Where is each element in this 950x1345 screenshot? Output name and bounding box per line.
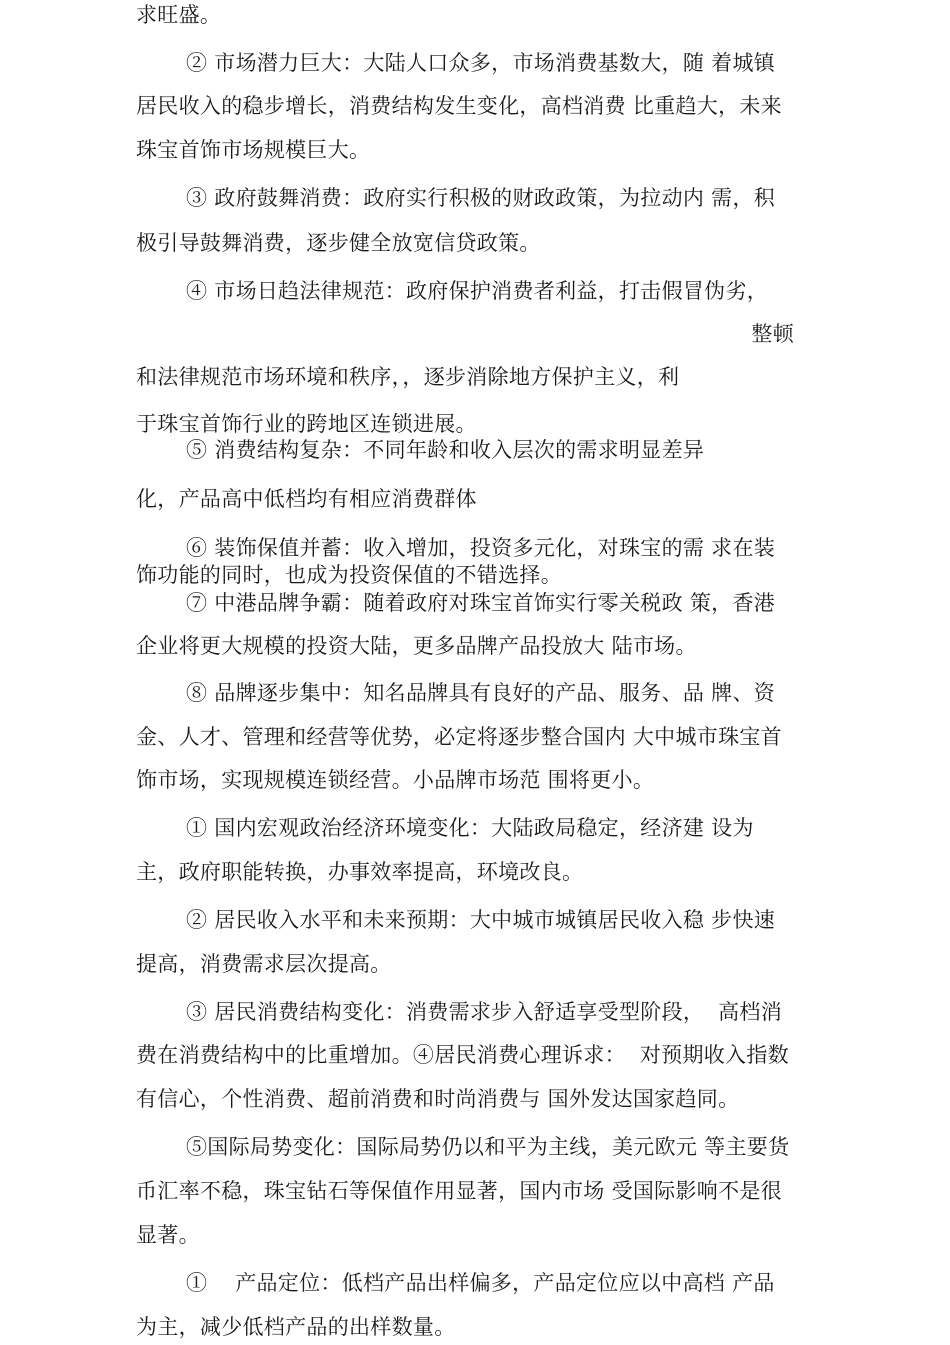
text-line: 企业将更大规模的投资大陆，更多品牌产品投放大 陆市场。: [136, 634, 697, 658]
text-line: 和法律规范市场环境和秩序，，逐步消除地方保护主义，利: [136, 365, 680, 389]
text-line: ⑤国际局势变化：国际局势仍以和平为主线，美元欧元 等主要货: [186, 1135, 790, 1159]
text-line: 求旺盛。: [136, 3, 222, 27]
text-line: 显著。: [136, 1223, 200, 1247]
text-line: ⑧ 品牌逐步集中：知名品牌具有良好的产品、服务、品 牌、资: [186, 681, 776, 705]
text-line: 为主，减少低档产品的出样数量。: [136, 1315, 456, 1339]
text-line: 有信心，个性消费、超前消费和时尚消费与 国外发达国家趋同。: [136, 1087, 740, 1111]
text-line: 费在消费结构中的比重增加。④居民消费心理诉求： 对预期收入指数: [136, 1043, 789, 1067]
text-line: 珠宝首饰市场规模巨大。: [136, 138, 371, 162]
text-line: 居民收入的稳步增长，消费结构发生变化，高档消费 比重趋大，未来: [136, 94, 782, 118]
text-line: ⑦ 中港品牌争霸：随着政府对珠宝首饰实行零关税政 策，香港: [186, 591, 776, 615]
text-line: ⑥ 装饰保值并蓄：收入增加，投资多元化，对珠宝的需 求在装: [186, 536, 776, 560]
text-line: ⑤ 消费结构复杂：不同年龄和收入层次的需求明显差异: [186, 438, 705, 462]
text-line: ③ 居民消费结构变化：消费需求步入舒适享受型阶段， 高档消: [186, 1000, 783, 1024]
text-line: 整顿: [751, 322, 794, 346]
text-line: 饰市场，实现规模连锁经营。小品牌市场范 围将更小。: [136, 768, 655, 792]
text-line: ③ 政府鼓舞消费：政府实行积极的财政政策，为拉动内 需，积: [186, 186, 776, 210]
text-line: ① 国内宏观政治经济环境变化：大陆政局稳定，经济建 设为: [186, 816, 754, 840]
text-line: 于珠宝首饰行业的跨地区连锁进展。: [136, 412, 477, 436]
text-line: ② 市场潜力巨大：大陆人口众多，市场消费基数大，随 着城镇: [186, 51, 776, 75]
text-line: 饰功能的同时，也成为投资保值的不错选择。: [136, 563, 562, 587]
text-line: 主，政府职能转换，办事效率提高，环境改良。: [136, 860, 584, 884]
text-line: 币汇率不稳，珠宝钻石等保值作用显著，国内市场 受国际影响不是很: [136, 1179, 782, 1203]
text-line: 化，产品高中低档均有相应消费群体: [136, 487, 477, 511]
text-line: ② 居民收入水平和未来预期：大中城市城镇居民收入稳 步快速: [186, 908, 776, 932]
text-line: 提高，消费需求层次提高。: [136, 952, 392, 976]
text-line: 极引导鼓舞消费，逐步健全放宽信贷政策。: [136, 231, 541, 255]
text-line: ① 产品定位：低档产品出样偏多，产品定位应以中高档 产品: [186, 1271, 775, 1295]
text-line: 金、人才、管理和经营等优势，必定将逐步整合国内 大中城市珠宝首: [136, 725, 782, 749]
text-line: ④ 市场日趋法律规范：政府保护消费者利益，打击假冒伪劣，: [186, 279, 769, 303]
